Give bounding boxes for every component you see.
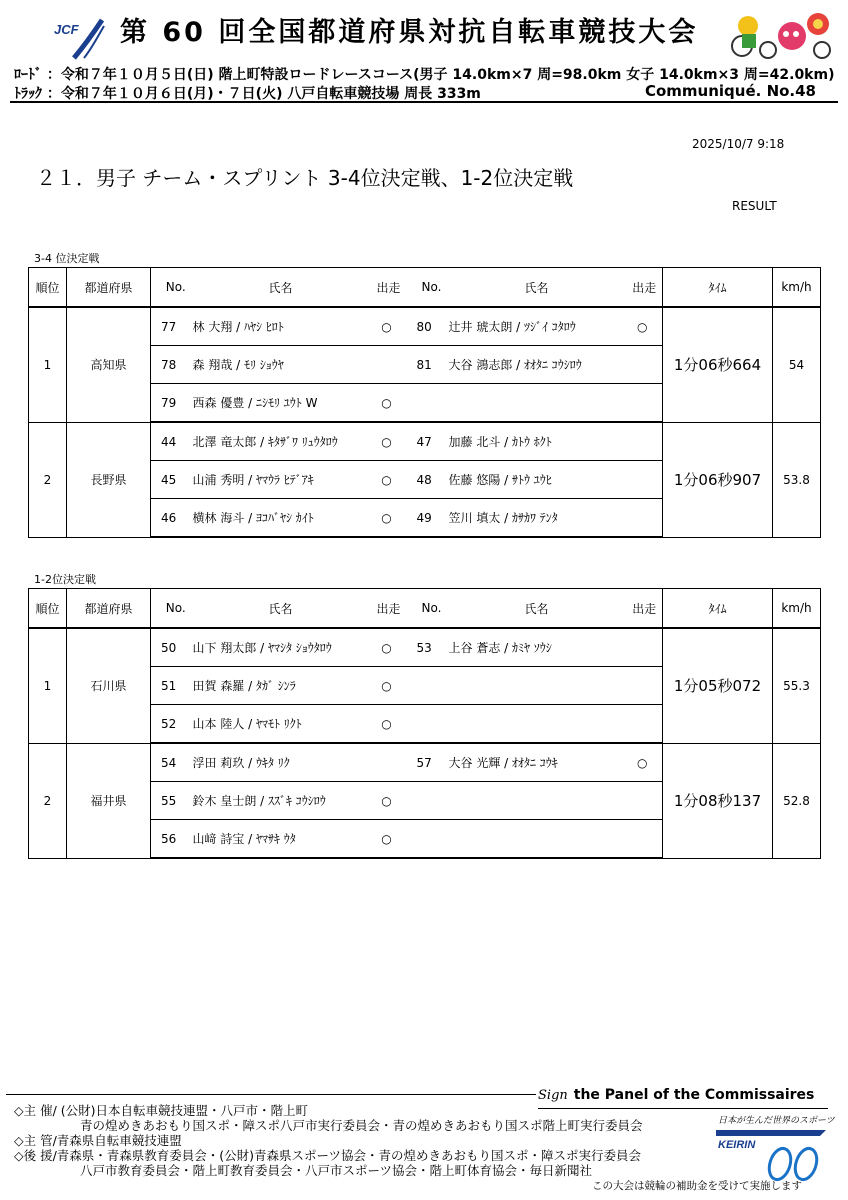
footer-organizer-2: 青の煌めきあおもり国スポ・障スポ八戸市実行委員会・青の煌めきあおもり国スポ階上町実行委員会 [80, 1118, 643, 1133]
team-speed: 53.8 [773, 422, 821, 537]
rider-name: 佐藤 悠陽 / ｻﾄｳ ﾕｳﾋ [447, 461, 627, 499]
prefecture-cell: 長野県 [67, 422, 151, 537]
header-name-2: 氏名 [447, 268, 627, 308]
footer-divider [6, 1094, 536, 1095]
rider-name: 加藤 北斗 / ｶﾄｳ ﾎｸﾄ [447, 422, 627, 461]
rider-name: 笠川 填太 / ｶｻｶﾜ ﾃﾝﾀ [447, 499, 627, 538]
header-start: 出走 [371, 268, 407, 308]
start-mark [627, 461, 663, 499]
start-mark: ○ [371, 307, 407, 346]
start-mark [627, 422, 663, 461]
start-mark [371, 346, 407, 384]
header-start-2: 出走 [627, 268, 663, 308]
table-row [29, 628, 821, 667]
rider-name: 山﨑 詩宝 / ﾔﾏｻｷ ｳﾀ [191, 820, 371, 859]
start-mark: ○ [371, 422, 407, 461]
start-mark: ○ [371, 667, 407, 705]
prefecture-cell: 高知県 [67, 307, 151, 422]
rider-number: 79 [151, 384, 191, 423]
rank-cell: 1 [29, 628, 67, 743]
header-prefecture: 都道府県 [67, 589, 151, 629]
header-name: 氏名 [191, 268, 371, 308]
header-no: No. [151, 589, 191, 629]
rider-name: 上谷 蒼志 / ｶﾐﾔ ｿｳｼ [447, 628, 627, 667]
svg-text:KEIRIN: KEIRIN [718, 1139, 756, 1151]
rank-cell: 2 [29, 743, 67, 858]
header-name-2: 氏名 [447, 589, 627, 629]
table-row [29, 743, 821, 782]
rider-number: 56 [151, 820, 191, 859]
header-start-2: 出走 [627, 589, 663, 629]
start-mark: ○ [371, 628, 407, 667]
table-header-row [29, 268, 821, 308]
track-race-info: ﾄﾗｯｸ ：令和７年１０月６日(月)・７日(火) 八戸自転車競技場 周長 333m [14, 86, 481, 102]
rider-name [447, 667, 627, 705]
rider-number [407, 705, 447, 744]
header-kmh: km/h [773, 268, 821, 308]
subsidy-note: この大会は競輪の補助金を受けて実施します [592, 1180, 802, 1192]
document-title: ２１．男子 チーム・スプリント 3-4位決定戦、1-2位決定戦 [36, 166, 574, 190]
header-prefecture: 都道府県 [67, 268, 151, 308]
rider-name: 林 大翔 / ﾊﾔｼ ﾋﾛﾄ [191, 307, 371, 346]
sign-script-text: Sign [538, 1088, 568, 1103]
rider-name: 横林 海斗 / ﾖｺﾊﾞﾔｼ ｶｲﾄ [191, 499, 371, 538]
rider-number: 55 [151, 782, 191, 820]
start-mark: ○ [627, 307, 663, 346]
rider-number: 50 [151, 628, 191, 667]
rider-number: 81 [407, 346, 447, 384]
jcf-logo [54, 18, 106, 60]
rider-number: 44 [151, 422, 191, 461]
rank-cell: 1 [29, 307, 67, 422]
start-mark: ○ [371, 782, 407, 820]
rider-name: 山浦 秀明 / ﾔﾏｳﾗ ﾋﾃﾞｱｷ [191, 461, 371, 499]
footer-support-2: 八戸市教育委員会・階上町教育委員会・八戸市スポーツ協会・階上町体育協会・毎日新聞社 [80, 1163, 593, 1178]
section-label-3-4: 3-4 位決定戦 [34, 252, 100, 265]
issue-datetime: 2025/10/7 9:18 [692, 137, 785, 151]
rider-name: 大谷 鴻志郎 / ｵｵﾀﾆ ｺｳｼﾛｳ [447, 346, 627, 384]
start-mark: ○ [627, 743, 663, 782]
rider-name [447, 384, 627, 423]
start-mark: ○ [371, 461, 407, 499]
rank-cell: 2 [29, 422, 67, 537]
team-speed: 55.3 [773, 628, 821, 743]
signature-line [538, 1108, 828, 1109]
start-mark: ○ [371, 384, 407, 423]
rider-number: 49 [407, 499, 447, 538]
rider-number: 53 [407, 628, 447, 667]
header-divider [10, 101, 838, 103]
team-time: 1分06秒907 [663, 422, 773, 537]
start-mark [627, 820, 663, 859]
rider-name: 大谷 光輝 / ｵｵﾀﾆ ｺｳｷ [447, 743, 627, 782]
rider-number: 48 [407, 461, 447, 499]
rider-number [407, 384, 447, 423]
start-mark: ○ [371, 499, 407, 538]
result-label: RESULT [732, 199, 777, 213]
prefecture-cell: 石川県 [67, 628, 151, 743]
rider-name: 田賀 森羅 / ﾀｶﾞ ｼﾝﾗ [191, 667, 371, 705]
rider-number: 78 [151, 346, 191, 384]
rider-number: 54 [151, 743, 191, 782]
rider-number: 47 [407, 422, 447, 461]
rider-number [407, 782, 447, 820]
header-no-2: No. [407, 589, 447, 629]
commissaires-signature [538, 1087, 814, 1103]
rider-number: 46 [151, 499, 191, 538]
team-speed: 52.8 [773, 743, 821, 858]
header-time: ﾀｲﾑ [663, 268, 773, 308]
rider-name: 山下 翔太郎 / ﾔﾏｼﾀ ｼｮｳﾀﾛｳ [191, 628, 371, 667]
footer-organizer: ◇主 催/ (公財)日本自転車競技連盟・八戸市・階上町 [14, 1103, 309, 1118]
rider-name: 山本 陸人 / ﾔﾏﾓﾄ ﾘｸﾄ [191, 705, 371, 744]
rider-number: 51 [151, 667, 191, 705]
start-mark [627, 628, 663, 667]
svg-text:JCF: JCF [54, 22, 79, 37]
prefecture-cell: 福井県 [67, 743, 151, 858]
start-mark [371, 743, 407, 782]
table-row [29, 422, 821, 461]
rider-number: 45 [151, 461, 191, 499]
road-race-info: ﾛｰﾄﾞ ：令和７年１０月５日(日) 階上町特設ロードレースコース(男子 14.0km×7 周=98.0km 女子 14.0km×3 周=42.0km) [14, 67, 835, 83]
header-kmh: km/h [773, 589, 821, 629]
rider-number: 52 [151, 705, 191, 744]
rider-number [407, 820, 447, 859]
rider-name [447, 705, 627, 744]
rider-name [447, 820, 627, 859]
start-mark: ○ [371, 820, 407, 859]
rider-number: 57 [407, 743, 447, 782]
results-table-3-4 [28, 267, 821, 538]
communique-number: Communiqué. No.48 [644, 82, 816, 100]
team-time: 1分06秒664 [663, 307, 773, 422]
start-mark [627, 384, 663, 423]
sign-panel-text: the Panel of the Commissaires [573, 1087, 815, 1103]
start-mark [627, 705, 663, 744]
start-mark [627, 782, 663, 820]
footer-support: ◇後 援/青森県・青森県教育委員会・(公財)青森県スポーツ協会・青の煌めきあおもり国スポ・障スポ実行委員会 [14, 1148, 642, 1163]
header-no-2: No. [407, 268, 447, 308]
mascot-illustration [726, 6, 836, 62]
header-rank: 順位 [29, 268, 67, 308]
rider-number: 77 [151, 307, 191, 346]
header-time: ﾀｲﾑ [663, 589, 773, 629]
table-row [29, 307, 821, 346]
header-rank: 順位 [29, 589, 67, 629]
rider-name: 森 翔哉 / ﾓﾘ ｼｮｳﾔ [191, 346, 371, 384]
rider-name: 辻井 琥太朗 / ﾂｼﾞｲ ｺﾀﾛｳ [447, 307, 627, 346]
footer-management: ◇主 管/青森県自転車競技連盟 [14, 1133, 182, 1148]
start-mark [627, 667, 663, 705]
results-table-1-2 [28, 588, 821, 859]
rider-number: 80 [407, 307, 447, 346]
header-name: 氏名 [191, 589, 371, 629]
section-label-1-2: 1-2位決定戦 [34, 573, 96, 586]
header-no: No. [151, 268, 191, 308]
keirin-logo [716, 1124, 836, 1182]
rider-number [407, 667, 447, 705]
rider-name: 北澤 竜太郎 / ｷﾀｻﾞﾜ ﾘｭｳﾀﾛｳ [191, 422, 371, 461]
start-mark: ○ [371, 705, 407, 744]
rider-name: 鈴木 皇士朗 / ｽｽﾞｷ ｺｳｼﾛｳ [191, 782, 371, 820]
table-header-row [29, 589, 821, 629]
start-mark [627, 499, 663, 538]
rider-name [447, 782, 627, 820]
header-start: 出走 [371, 589, 407, 629]
event-title: 第 60 回全国都道府県対抗自転車競技大会 [120, 17, 699, 48]
rider-name: 西森 優豊 / ﾆｼﾓﾘ ﾕｳﾄ W [191, 384, 371, 423]
keirin-slogan: 日本が生んだ世界のスポーツ [718, 1116, 835, 1126]
team-time: 1分08秒137 [663, 743, 773, 858]
start-mark [627, 346, 663, 384]
team-time: 1分05秒072 [663, 628, 773, 743]
team-speed: 54 [773, 307, 821, 422]
rider-name: 浮田 莉玖 / ｳｷﾀ ﾘｸ [191, 743, 371, 782]
